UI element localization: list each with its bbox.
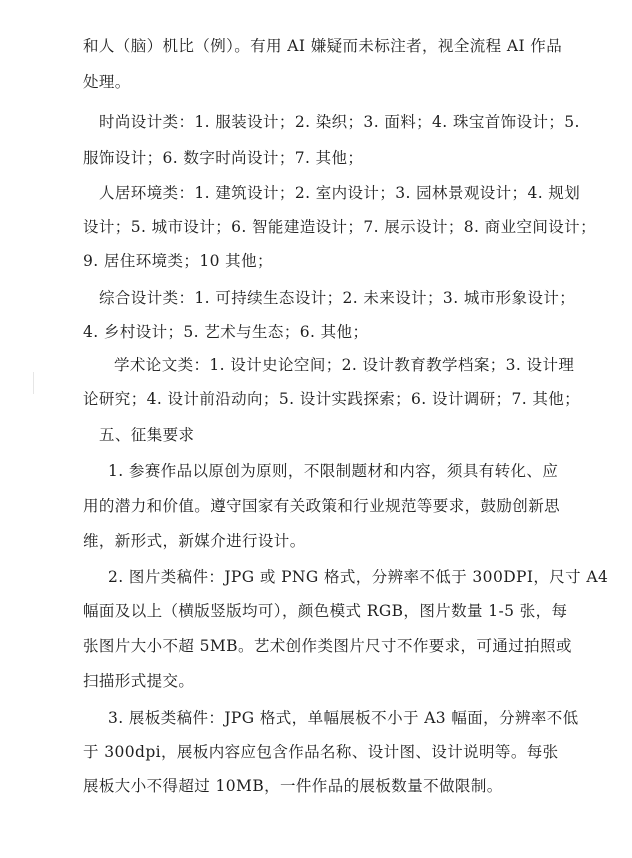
text-line: 张图片大小不超 5MB。艺术创作类图片尺寸不作要求，可通过拍照或 <box>83 637 572 655</box>
text-line: 服饰设计；6. 数字时尚设计；7. 其他； <box>83 149 364 167</box>
text-line: 3. 展板类稿件：JPG 格式，单幅展板不小于 A3 幅面，分辨率不低 <box>108 709 579 727</box>
text-line: 综合设计类：1. 可持续生态设计；2. 未来设计；3. 城市形象设计； <box>99 289 576 307</box>
text-line: 于 300dpi，展板内容应包含作品名称、设计图、设计说明等。每张 <box>83 743 559 761</box>
text-line: 扫描形式提交。 <box>83 672 195 690</box>
text-line: 幅面及以上（横版竖版均可），颜色模式 RGB，图片数量 1-5 张，每 <box>83 602 568 620</box>
text-line: 学术论文类：1. 设计史论空间；2. 设计教育教学档案；3. 设计理 <box>114 356 575 374</box>
text-line: 9. 居住环境类；10 其他； <box>83 252 273 270</box>
section-heading: 五、征集要求 <box>99 426 195 444</box>
text-line: 4. 乡村设计；5. 艺术与生态；6. 其他； <box>83 323 369 341</box>
text-line: 人居环境类：1. 建筑设计；2. 室内设计；3. 园林景观设计；4. 规划 <box>99 184 581 202</box>
text-line: 处理。 <box>83 73 131 91</box>
text-line: 论研究；4. 设计前沿动向；5. 设计实践探索；6. 设计调研；7. 其他； <box>83 390 581 408</box>
text-line: 设计；5. 城市设计；6. 智能建造设计；7. 展示设计；8. 商业空间设计； <box>83 218 596 236</box>
text-line: 和人（脑）机比（例）。有用 AI 嫌疑而未标注者，视全流程 AI 作品 <box>83 37 563 55</box>
text-line: 用的潜力和价值。遵守国家有关政策和行业规范等要求，鼓励创新思 <box>83 497 561 515</box>
text-line: 时尚设计类：1. 服装设计；2. 染织；3. 面料；4. 珠宝首饰设计；5. <box>99 113 580 131</box>
text-line: 展板大小不得超过 10MB，一件作品的展板数量不做限制。 <box>83 777 503 795</box>
text-line: 1. 参赛作品以原创为原则，不限制题材和内容，须具有转化、应 <box>108 462 559 480</box>
text-line: 维，新形式，新媒介进行设计。 <box>83 532 306 550</box>
text-line: 2. 图片类稿件：JPG 或 PNG 格式，分辨率不低于 300DPI，尺寸 A4 <box>108 568 609 586</box>
scan-mark <box>33 372 34 394</box>
